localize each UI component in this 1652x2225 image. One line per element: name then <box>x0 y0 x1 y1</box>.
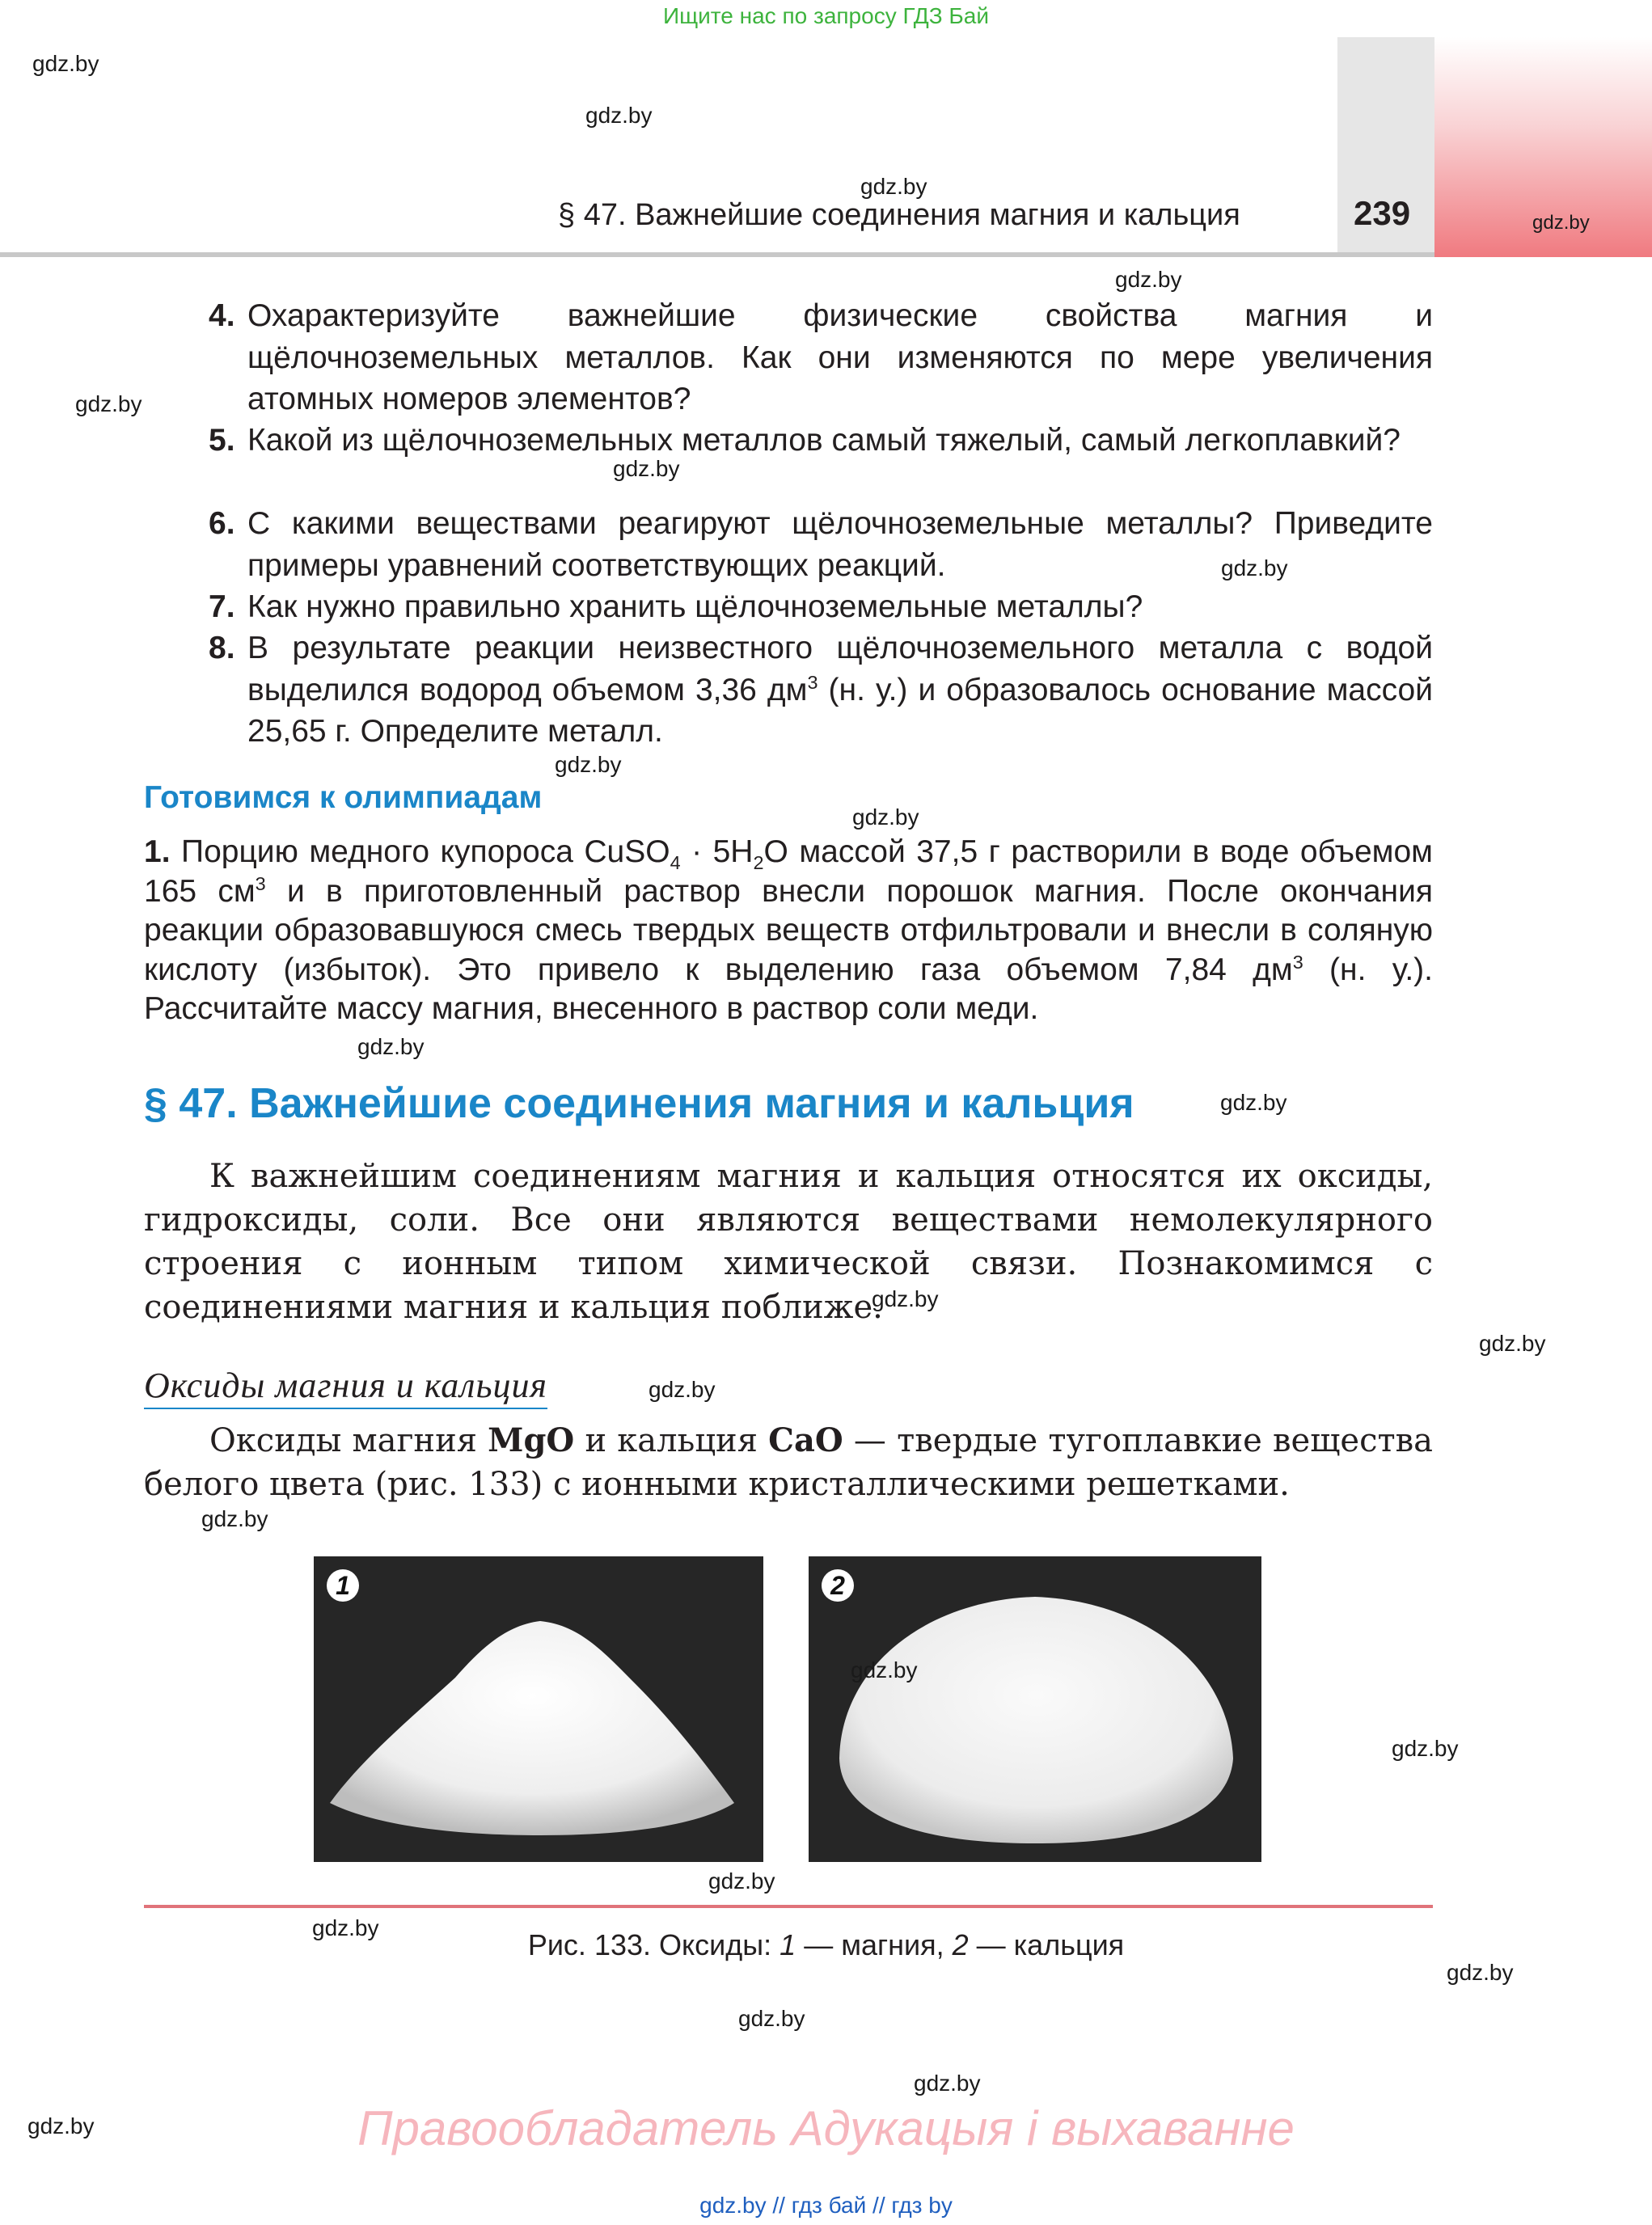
photo-calcium-oxide <box>809 1556 1261 1862</box>
watermark: gdz.by <box>1447 1960 1514 1985</box>
photo-magnesium-oxide <box>314 1556 763 1862</box>
watermark: gdz.by <box>613 456 680 481</box>
powder-mound-illustration <box>809 1556 1261 1862</box>
powder-pile-illustration <box>314 1556 763 1862</box>
watermark: gdz.by <box>585 103 653 128</box>
question-text-part: (н. у.) и образовалось основание массой 25,65 г. Определите металл. <box>247 672 1434 749</box>
watermark: gdz.by <box>312 1915 379 1940</box>
watermark: gdz.by <box>851 1657 918 1682</box>
watermark: gdz.by <box>27 2113 95 2138</box>
watermark: gdz.by <box>1479 1331 1546 1356</box>
task-text: Порцию медного купороса CuSO <box>170 834 670 869</box>
watermark: gdz.by <box>649 1377 716 1402</box>
figure-caption <box>0 1928 1652 1962</box>
footer-links[interactable]: gdz.by // гдз бай // гдз by <box>699 2193 953 2218</box>
watermark: gdz.by <box>75 391 142 416</box>
caption-text: — магния, <box>796 1928 953 1961</box>
question-text: Какой из щёлочноземельных металлов самый тяжелый, самый легкоплавкий? <box>247 423 1401 458</box>
task-text: (н. у.). Рассчитайте массу магния, внесенного в раствор соли меди. <box>144 952 1433 1026</box>
watermark: gdz.by <box>1392 1736 1459 1761</box>
question-text: С какими веществами реагируют щёлочноземельные металлы? Приведите примеры уравнений соответствующих реакций. <box>247 506 1433 583</box>
question-text: Как нужно правильно хранить щёлочноземельные металлы? <box>247 589 1143 624</box>
formula-mgo: MgO <box>488 1421 575 1459</box>
question-number: 6. <box>209 506 235 541</box>
watermark: gdz.by <box>201 1506 268 1531</box>
task-number: 1. <box>144 834 171 869</box>
olympiad-task <box>144 833 1433 1029</box>
caption-number: 1 <box>780 1928 796 1961</box>
section-title: § 47. Важнейшие соединения магния и кальция <box>144 1080 1134 1127</box>
question-4 <box>209 295 1433 420</box>
question-number: 7. <box>209 589 235 624</box>
watermark: gdz.by <box>1221 555 1288 581</box>
subscript: 2 <box>753 851 764 873</box>
copyright-notice: Правообладатель Адукацыя і выхаванне <box>357 2101 1295 2155</box>
header-rule <box>0 252 1434 257</box>
watermark: gdz.by <box>708 1868 775 1894</box>
oxides-paragraph <box>144 1419 1433 1506</box>
subsection-heading: Оксиды магния и кальция <box>144 1365 547 1409</box>
subscript: 4 <box>670 851 681 873</box>
figure-badge-2: 2 <box>822 1569 854 1602</box>
question-5 <box>209 420 1433 462</box>
question-8 <box>209 627 1433 753</box>
top-banner: Ищите нас по запросу ГДЗ Бай <box>662 3 990 28</box>
paragraph-text: и кальция <box>574 1422 769 1459</box>
page-number: 239 <box>1354 194 1411 232</box>
task-text: O массой 37,5 г растворили в воде объемом 165 см <box>144 834 1433 909</box>
figure-rule <box>144 1905 1433 1908</box>
question-7 <box>209 586 1433 628</box>
question-text: Охарактеризуйте важнейшие физические свойства магния и щёлочноземельных металлов. Как они изменяются по мере увеличения атомных номеров элементов? <box>247 298 1433 416</box>
figure-badge-1: 1 <box>327 1569 359 1602</box>
question-number: 5. <box>209 423 235 458</box>
question-number: 8. <box>209 631 235 665</box>
superscript: 3 <box>255 872 266 894</box>
question-number: 4. <box>209 298 235 333</box>
superscript: 3 <box>807 671 818 693</box>
watermark: gdz.by <box>1115 267 1182 292</box>
superscript: 3 <box>1292 951 1303 973</box>
watermark: gdz.by <box>852 804 919 830</box>
watermark: gdz.by <box>914 2071 981 2096</box>
watermark: gdz.by <box>555 752 622 777</box>
question-text-part: В результате реакции неизвестного щёлочноземельного металла с водой выделился водород объемом 3,36 дм <box>247 631 1433 707</box>
intro-paragraph: К важнейшим соединениям магния и кальция относятся их оксиды, гидроксиды, соли. Все они являются веществами немолекулярного строения с ионным типом химической связи. Познакомимся с соединениями магния и кальция поближе. <box>144 1158 1433 1326</box>
paragraph-text: — твердые тугоплавкие вещества белого цвета (рис. 133) с ионными кристаллическими решетками. <box>144 1422 1433 1503</box>
watermark: gdz.by <box>738 2006 805 2031</box>
caption-number: 2 <box>952 1928 969 1961</box>
watermark: gdz.by <box>860 174 927 199</box>
task-text: · 5H <box>680 834 754 869</box>
watermark: gdz.by <box>872 1286 939 1311</box>
question-text <box>247 627 1433 753</box>
formula-cao: CaO <box>768 1421 843 1459</box>
watermark: gdz.by <box>1220 1090 1287 1115</box>
task-text: и в приготовленный раствор внесли порошок магния. После окончания реакции образовавшуюся смесь твердых веществ отфильтровали и внесли в соляную кислоту (избыток). Это привело к выделению газа объемом 7,84 дм <box>144 873 1433 987</box>
watermark: gdz.by <box>1532 212 1590 234</box>
watermark: gdz.by <box>357 1034 425 1059</box>
paragraph-text: Оксиды магния <box>209 1422 488 1459</box>
watermark: gdz.by <box>32 51 99 76</box>
caption-text: — кальция <box>968 1928 1125 1961</box>
running-head: § 47. Важнейшие соединения магния и кальция <box>558 198 1240 232</box>
caption-text: Рис. 133. Оксиды: <box>527 1928 780 1961</box>
olympiad-heading: Готовимся к олимпиадам <box>144 780 543 815</box>
